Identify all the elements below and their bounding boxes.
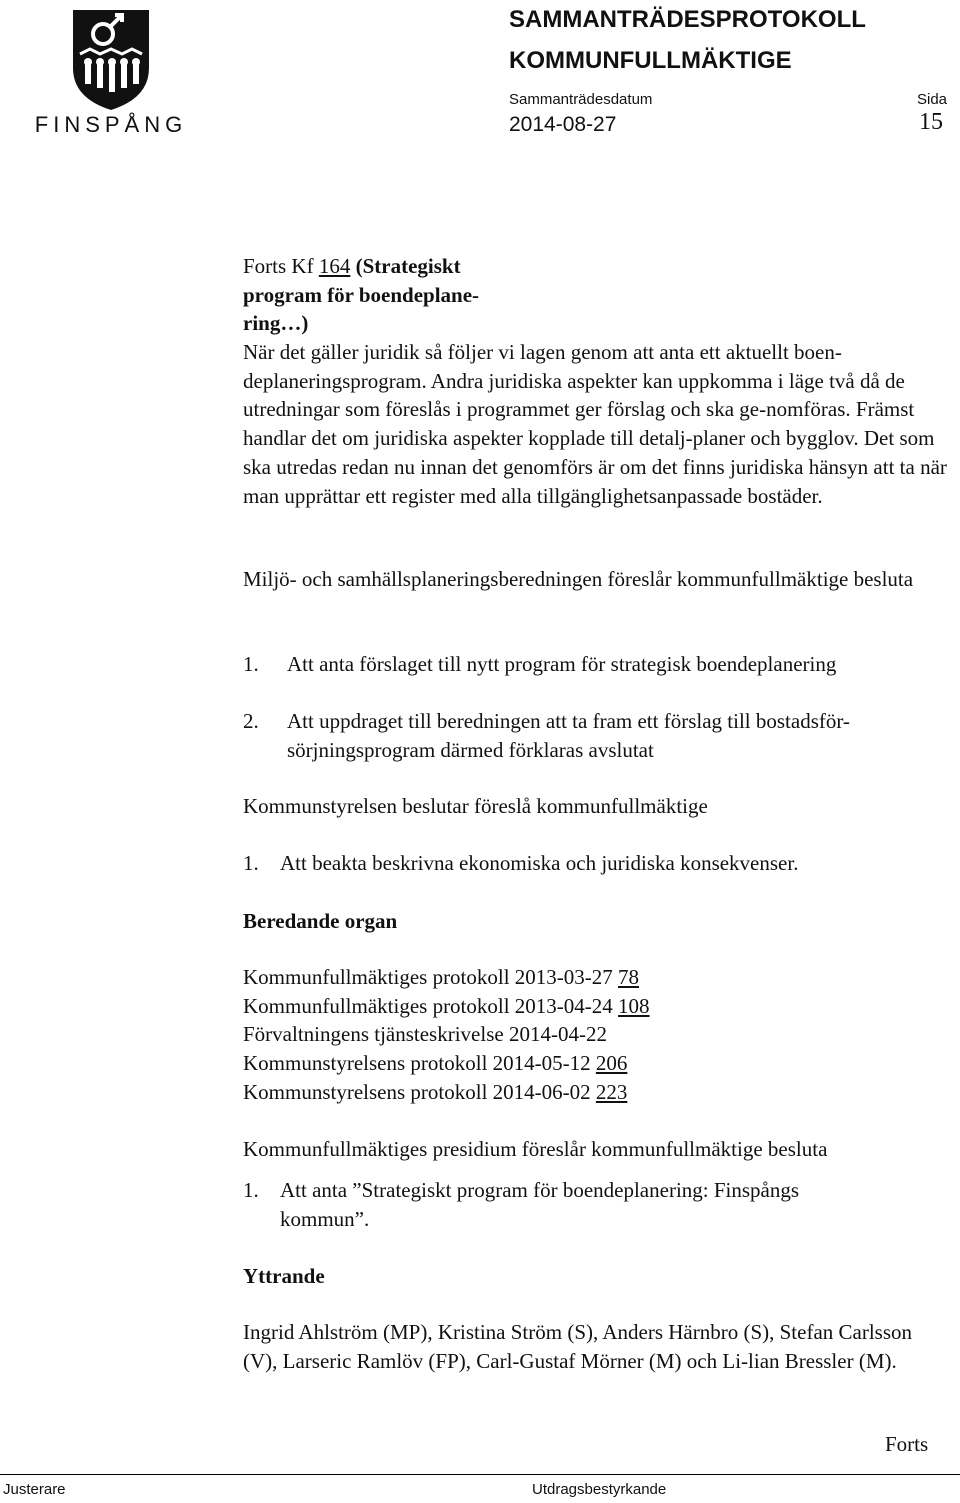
list-text: Att uppdraget till beredningen att ta fram ett förslag till bostadsför-sörjningsprogram därmed förklaras avslutat <box>287 709 850 762</box>
date-label: Sammanträdesdatum <box>509 91 653 108</box>
paragraph-yttrande <box>243 1318 948 1375</box>
paragraph-ref: 206 <box>595 1051 628 1076</box>
protocol-title: SAMMANTRÄDESPROTOKOLL <box>509 6 866 33</box>
beredande-heading: Beredande organ <box>243 909 398 933</box>
finspang-logo <box>36 6 186 136</box>
paragraph-beredning-proposal <box>243 565 955 594</box>
list-item <box>243 849 955 878</box>
list-number: 1. <box>243 851 259 875</box>
list-item <box>243 992 955 1021</box>
body-name: KOMMUNFULLMÄKTIGE <box>509 47 792 74</box>
list-item <box>243 1049 955 1078</box>
paragraph-text: När det gäller juridik så följer vi lagen genom att anta ett aktuellt boen-deplaneringsprogram. Andra juridiska aspekter kan uppkomma i läge två då de utredningar som föreslås i programmet ger förslag och ska ge-nomföras. Främst handlar det om juridiska aspekter kopplade till detalj-planer och bygglov. Det som ska utredas redan nu innan det genomförs är om det finns juridiska hänsyn att ta när man upprättar ett register med alla tillgänglighetsanpassade bostäder. <box>243 340 947 508</box>
list-number: 1. <box>243 1178 259 1202</box>
document-reference: Kommunstyrelsens protokoll 2014-06-02 <box>243 1079 596 1104</box>
list-item <box>243 1078 955 1107</box>
document-reference: Kommunfullmäktiges protokoll 2013-03-27 <box>243 965 619 989</box>
paragraph-text: Kommunstyrelsen beslutar föreslå kommunfullmäktige <box>243 794 708 818</box>
paragraph-text: Kommunfullmäktiges presidium föreslår kommunfullmäktige besluta <box>243 1137 828 1161</box>
footer-utdragsbestyrkande: Utdragsbestyrkande <box>532 1481 667 1498</box>
heading-title: (Strategiskt program för boendeplane-ring…) <box>243 254 480 336</box>
section-heading <box>243 252 543 338</box>
paragraph-ref: 78 <box>618 965 640 989</box>
document-reference: Kommunstyrelsens protokoll 2014-05-12 <box>243 1051 596 1076</box>
page-number: 15 <box>919 109 943 135</box>
yttrande-heading: Yttrande <box>243 1264 325 1288</box>
paragraph-ref: 223 <box>595 1079 628 1104</box>
logo-wordmark: FINSPÅNG <box>36 112 186 136</box>
list-text: Att beakta beskrivna ekonomiska och juridiska konsekvenser. <box>280 851 799 875</box>
document-reference: Kommunfullmäktiges protokoll 2013-04-24 <box>243 993 619 1018</box>
list-item <box>243 1020 955 1049</box>
beredande-list <box>243 963 955 1107</box>
list-item <box>243 650 955 679</box>
paragraph-number: 164 <box>318 254 351 278</box>
list-text: Att anta ”Strategiskt program för boendeplanering: Finspångs kommun”. <box>280 1178 800 1231</box>
list-number: 1. <box>243 652 259 676</box>
document-reference: Förvaltningens tjänsteskrivelse 2014-04-22 <box>243 1022 607 1047</box>
list-text: Att anta förslaget till nytt program för strategisk boendeplanering <box>287 652 837 676</box>
paragraph-presidium-proposal <box>243 1135 955 1164</box>
paragraph-juridik <box>243 338 955 510</box>
paragraph-ref: 108 <box>618 993 650 1018</box>
footer-justerare: Justerare <box>3 1481 66 1498</box>
meeting-date: 2014-08-27 <box>509 113 617 136</box>
list-number: 2. <box>243 709 259 733</box>
paragraph-ks-proposal <box>243 792 955 821</box>
list-item <box>243 963 955 992</box>
continued-label: Forts <box>885 1432 929 1456</box>
heading-prefix: Forts Kf <box>243 254 319 278</box>
footer-divider <box>0 1474 960 1475</box>
page-label: Sida <box>917 91 948 108</box>
speakers-text: Ingrid Ahlström (MP), Kristina Ström (S), Anders Härnbro (S), Stefan Carlsson (V), Larseric Ramlöv (FP), Carl-Gustaf Mörner (M) och Li-lian Bressler (M). <box>243 1320 913 1373</box>
list-item <box>243 707 955 764</box>
coat-of-arms-icon <box>36 6 186 136</box>
paragraph-text: Miljö- och samhällsplaneringsberedningen föreslår kommunfullmäktige besluta <box>243 567 914 591</box>
list-item <box>243 1176 893 1233</box>
